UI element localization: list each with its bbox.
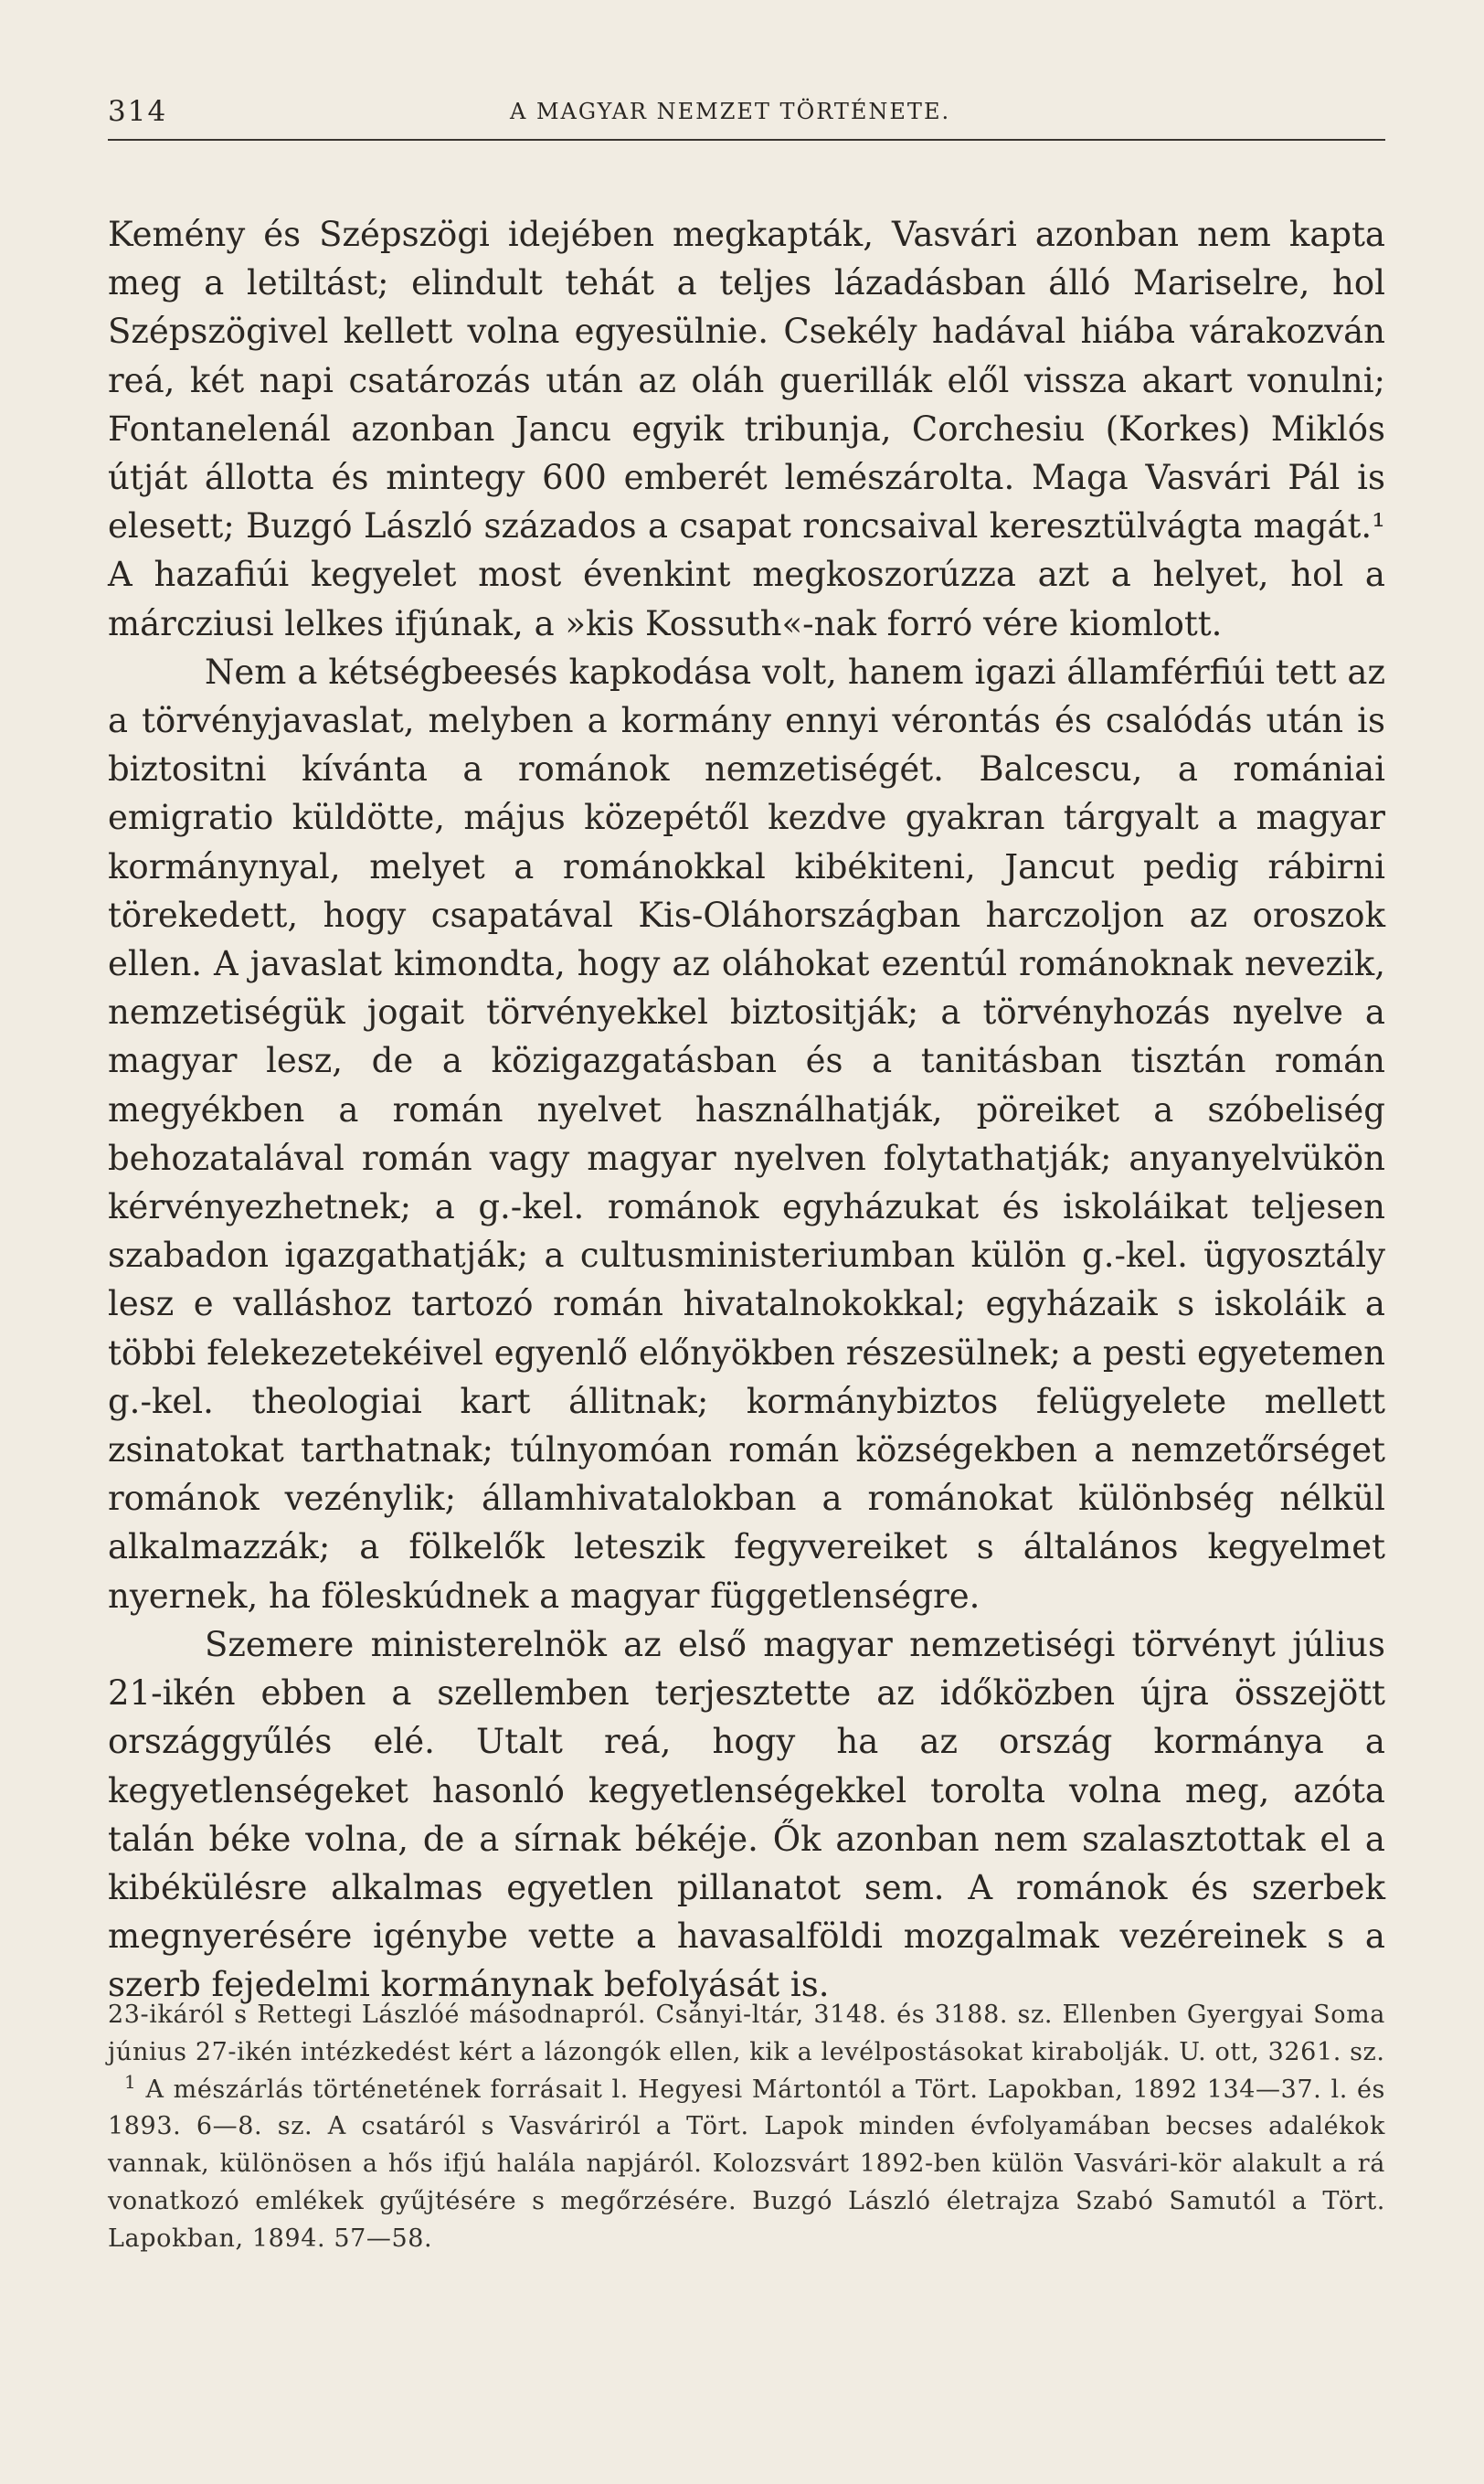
page-number: 314 (108, 95, 168, 128)
paragraph: Nem a kétségbeesés kapkodása volt, hanem igazi államférfiúi tett az a törvényjavaslat, melyben a kormány ennyi vérontás és csalódás után is biztositni kívánta a románok nemzetiségét. Balcescu, a romániai emigratio küldötte, május közepétől kezdve gyakran tárgyalt a magyar kormánynyal, melyet a románokkal kibékiteni, Jancut pedig rábirni törekedett, hogy csapatával Kis-Oláhországban harczoljon az oroszok ellen. A javaslat kimondta, hogy az oláhokat ezentúl románoknak nevezik, nemzetiségük jogait törvényekkel biztositják; a törvényhozás nyelve a magyar lesz, de a közigazgatásban és a tanitásban tisztán román megyékben a román nyelvet használhatják, pöreiket a szóbeliség behozatalával román vagy magyar nyelven folytathatják; anyanyelvükön kérvényezhetnek; a g.-kel. románok egyházukat és iskoláikat teljesen szabadon igazgathatják; a cultusministeriumban külön g.-kel. ügyosztály lesz e valláshoz tartozó román hivatalnokokkal; egyházaik s iskoláik a többi felekezetekéivel egyenlő előnyökben részesülnek; a pesti egyetemen g.-kel. theologiai kart állitnak; kormánybiztos felügyelete mellett zsinatokat tarthatnak; túlnyomóan román községekben a nemzetőrséget románok vezénylik; államhivatalokban a románokat különbség nélkül alkalmazzák; a fölkelők leteszik fegyvereiket s általános kegyelmet nyernek, ha föleskúdnek a magyar függetlenségre. (108, 652, 1385, 1616)
footnote-marker: 1 (124, 2070, 137, 2093)
main-text (108, 210, 1385, 2010)
footnote-continuation: 23-ikáról s Rettegi Lászlóé másodnapról. Csányi-ltár, 3148. és 3188. sz. Ellenben Gyergyai Soma június 27-ikén intézkedést kért a lázongók ellen, kik a levélpostásokat kirabolják. U. ott, 3261. sz. (108, 2001, 1385, 2066)
footnote-text: A mészárlás történetének forrásait l. Hegyesi Mártontól a Tört. Lapokban, 1892 134—37. l. és 1893. 6—8. sz. A csatáról s Vasváriról a Tört. Lapok minden évfolyamában becses adalékok vannak, különösen a hős ifjú halála napjáról. Kolozsvárt 1892-ben külön Vasvári-kör alakult a rá vonatkozó emlékek gyűjtésére s megőrzésére. Buzgó László életrajza Szabó Samutól a Tört. Lapokban, 1894. 57—58. (108, 2075, 1386, 2253)
running-title: A MAGYAR NEMZET TÖRTÉNETE. (510, 99, 951, 124)
paragraph: Szemere ministerelnök az első magyar nemzetiségi törvényt július 21-ikén ebben a szellemben terjesztette az időközben újra összejött országgyűlés elé. Utalt reá, hogy ha az ország kormánya a kegyetlenségeket hasonló kegyetlenségekkel torolta volna meg, azóta talán béke volna, de a sírnak békéje. Ők azonban nem szalasztottak el a kibékülésre alkalmas egyetlen pillanatot sem. A románok és szerbek megnyerésére igénybe vette a havasalföldi mozgalmak vezéreinek s a szerb fejedelmi kormánynak befolyását is. (108, 1624, 1385, 2005)
paragraph: Kemény és Szépszögi idejében megkapták, Vasvári azonban nem kapta meg a letiltást; elindult tehát a teljes lázadásban álló Mariselre, hol Szépszögivel kellett volna egyesülnie. Csekély hadával hiába várakozván reá, két napi csatározás után az oláh guerillák elől vissza akart vonulni; Fontanelenál azonban Jancu egyik tribunja, Corchesiu (Korkes) Miklós útját állotta és mintegy 600 emberét lemészárolta. Maga Vasvári Pál is elesett; Buzgó László százados a csapat roncsaival keresztülvágta magát.¹ A hazafiúi kegyelet most évenkint megkoszorúzza azt a helyet, hol a márcziusi lelkes ifjúnak, a »kis Kossuth«-nak forró vére kiomlott. (108, 215, 1385, 643)
footnotes (108, 1997, 1385, 2258)
running-head (108, 95, 1387, 132)
header-rule (108, 139, 1385, 141)
footnote-1 (108, 2072, 1385, 2258)
